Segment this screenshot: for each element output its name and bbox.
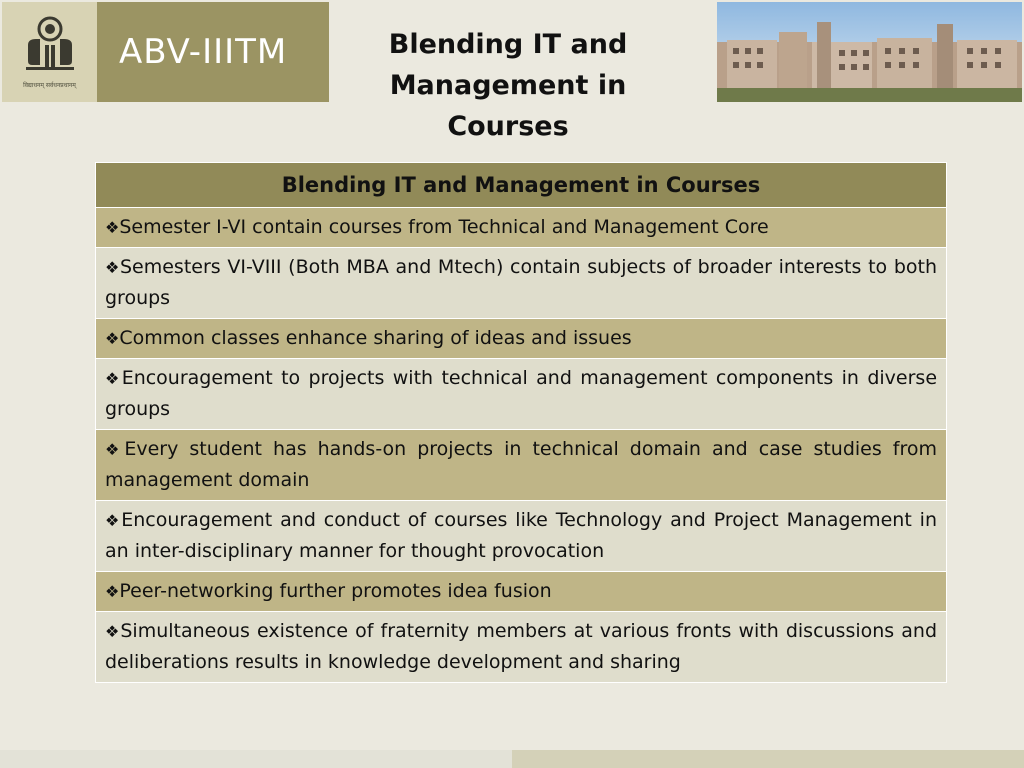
table-row	[96, 359, 947, 430]
diamond-bullet-icon: ❖	[105, 582, 120, 601]
row-text: Encouragement and conduct of courses like Technology and Project Management in an inter-disciplinary manner for thought provocation	[105, 509, 937, 562]
diamond-bullet-icon: ❖	[105, 258, 120, 277]
row-text: Simultaneous existence of fraternity members at various fronts with discussions and deliberations results in knowledge development and sharing	[105, 620, 938, 673]
row-text: Common classes enhance sharing of ideas and issues	[119, 327, 632, 349]
row-text: Semesters VI-VIII (Both MBA and Mtech) contain subjects of broader interests to both groups	[105, 256, 938, 309]
institute-logo	[2, 2, 329, 102]
diamond-bullet-icon: ❖	[105, 218, 120, 237]
logo-text: ABV-IIITM	[119, 32, 288, 72]
row-text: Peer-networking further promotes idea fusion	[119, 580, 552, 602]
logo-tagline: विद्याधनम् सर्वधनप्रधानम्	[23, 82, 76, 89]
table-row	[96, 572, 947, 612]
slide-title-line1: Blending IT and	[388, 29, 628, 60]
table-row	[96, 319, 947, 359]
diamond-bullet-icon: ❖	[105, 369, 122, 388]
row-text: Encouragement to projects with technical and management components in diverse groups	[105, 367, 938, 420]
row-text: Every student has hands-on projects in technical domain and case studies from management domain	[105, 438, 938, 491]
diamond-bullet-icon: ❖	[105, 440, 125, 459]
table-heading: Blending IT and Management in Courses	[96, 163, 947, 208]
footer-bar-right	[512, 750, 1024, 768]
table-row	[96, 430, 947, 501]
campus-building-photo	[717, 2, 1022, 102]
emblem-icon	[2, 2, 97, 102]
table-row	[96, 248, 947, 319]
slide-title-line2: Management in Courses	[389, 70, 627, 142]
table-row	[96, 501, 947, 572]
table-row	[96, 208, 947, 248]
table-row	[96, 612, 947, 683]
diamond-bullet-icon: ❖	[105, 511, 122, 530]
footer-bar-left	[0, 750, 512, 768]
diamond-bullet-icon: ❖	[105, 329, 120, 348]
slide-title	[330, 24, 686, 147]
row-text: Semester I-VI contain courses from Technical and Management Core	[119, 216, 769, 238]
courses-table	[95, 162, 947, 683]
diamond-bullet-icon: ❖	[105, 622, 121, 641]
